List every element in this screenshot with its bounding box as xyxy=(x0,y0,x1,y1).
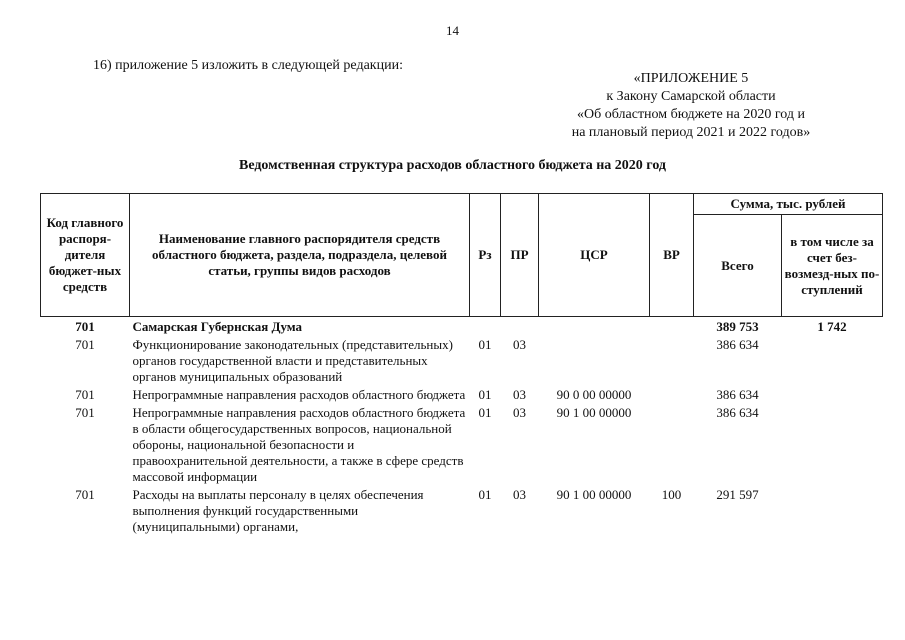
page-number: 14 xyxy=(446,23,459,38)
table-row xyxy=(41,485,883,535)
cell-rz xyxy=(470,317,501,336)
cell-total: 291 597 xyxy=(716,487,759,502)
cell-rz: 01 xyxy=(478,337,492,352)
cell-vr xyxy=(650,317,694,336)
cell-total: 389 753 xyxy=(716,319,759,334)
cell-code: 701 xyxy=(75,387,95,402)
appendix-line-1: «ПРИЛОЖЕНИЕ 5 xyxy=(633,71,749,86)
header-code: Код главного распоря-дителя бюджет-ных средств xyxy=(41,194,130,317)
cell-code: 701 xyxy=(75,337,95,352)
cell-pr: 03 xyxy=(513,405,526,420)
cell-pr: 03 xyxy=(513,337,526,352)
cell-vr xyxy=(650,335,694,385)
cell-rz: 01 xyxy=(478,487,492,502)
header-sum: Сумма, тыс. рублей xyxy=(694,194,883,215)
cell-name: Самарская Губернская Дума xyxy=(132,319,303,334)
cell-rz: 01 xyxy=(478,405,492,420)
appendix-block xyxy=(511,70,871,142)
cell-csr xyxy=(539,317,650,336)
cell-name: Функционирование законодательных (представительных) органов государственной власти и представительных органов муниципальных образований xyxy=(132,337,453,384)
cell-csr: 90 1 00 00000 xyxy=(556,487,632,502)
cell-vr: 100 xyxy=(661,487,682,502)
table-row xyxy=(41,403,883,485)
cell-vr xyxy=(650,403,694,485)
cell-pr: 03 xyxy=(513,487,526,502)
header-total: Всего xyxy=(694,215,782,317)
cell-code: 701 xyxy=(75,487,95,502)
cell-name: Непрограммные направления расходов областного бюджета xyxy=(132,387,466,402)
intro-text: 16) приложение 5 изложить в следующей редакции: xyxy=(93,58,403,73)
header-csr: ЦСР xyxy=(539,194,650,317)
cell-name: Расходы на выплаты персоналу в целях обеспечения выполнения функций государственными (муниципальными) органами, xyxy=(132,487,424,534)
cell-total: 386 634 xyxy=(716,337,759,352)
cell-total: 386 634 xyxy=(716,405,759,420)
cell-free xyxy=(782,335,883,385)
appendix-line-2: к Закону Самарской области xyxy=(606,89,776,104)
header-rz: Рз xyxy=(470,194,501,317)
appendix-line-3: «Об областном бюджете на 2020 год и xyxy=(577,107,805,122)
cell-code: 701 xyxy=(75,319,95,334)
table-row xyxy=(41,335,883,385)
header-free: в том числе за счет без-возмезд-ных по-ступлений xyxy=(782,215,883,317)
cell-csr: 90 0 00 00000 xyxy=(556,387,632,402)
header-name: Наименование главного распорядителя средств областного бюджета, раздела, подраздела, целевой статьи, группы видов расходов xyxy=(130,194,470,317)
cell-free xyxy=(782,385,883,403)
cell-free xyxy=(782,485,883,535)
cell-name: Непрограммные направления расходов областного бюджета в области общегосударственных вопросов, национальной обороны, национальной безопасности и правоохранительной деятельности, а также в сфере средств массовой информации xyxy=(132,405,466,484)
table-row xyxy=(41,317,883,336)
cell-pr xyxy=(501,317,539,336)
cell-total: 386 634 xyxy=(716,387,759,402)
cell-csr: 90 1 00 00000 xyxy=(556,405,632,420)
cell-vr xyxy=(650,385,694,403)
cell-free: 1 742 xyxy=(817,319,847,334)
cell-code: 701 xyxy=(75,405,95,420)
cell-rz: 01 xyxy=(478,387,492,402)
cell-free xyxy=(782,403,883,485)
header-pr: ПР xyxy=(501,194,539,317)
header-vr: ВР xyxy=(650,194,694,317)
budget-table xyxy=(40,193,883,535)
cell-csr xyxy=(539,335,650,385)
cell-pr: 03 xyxy=(513,387,526,402)
document-title: Ведомственная структура расходов областного бюджета на 2020 год xyxy=(238,158,666,173)
appendix-line-4: на плановый период 2021 и 2022 годов» xyxy=(571,125,811,140)
table-row xyxy=(41,385,883,403)
